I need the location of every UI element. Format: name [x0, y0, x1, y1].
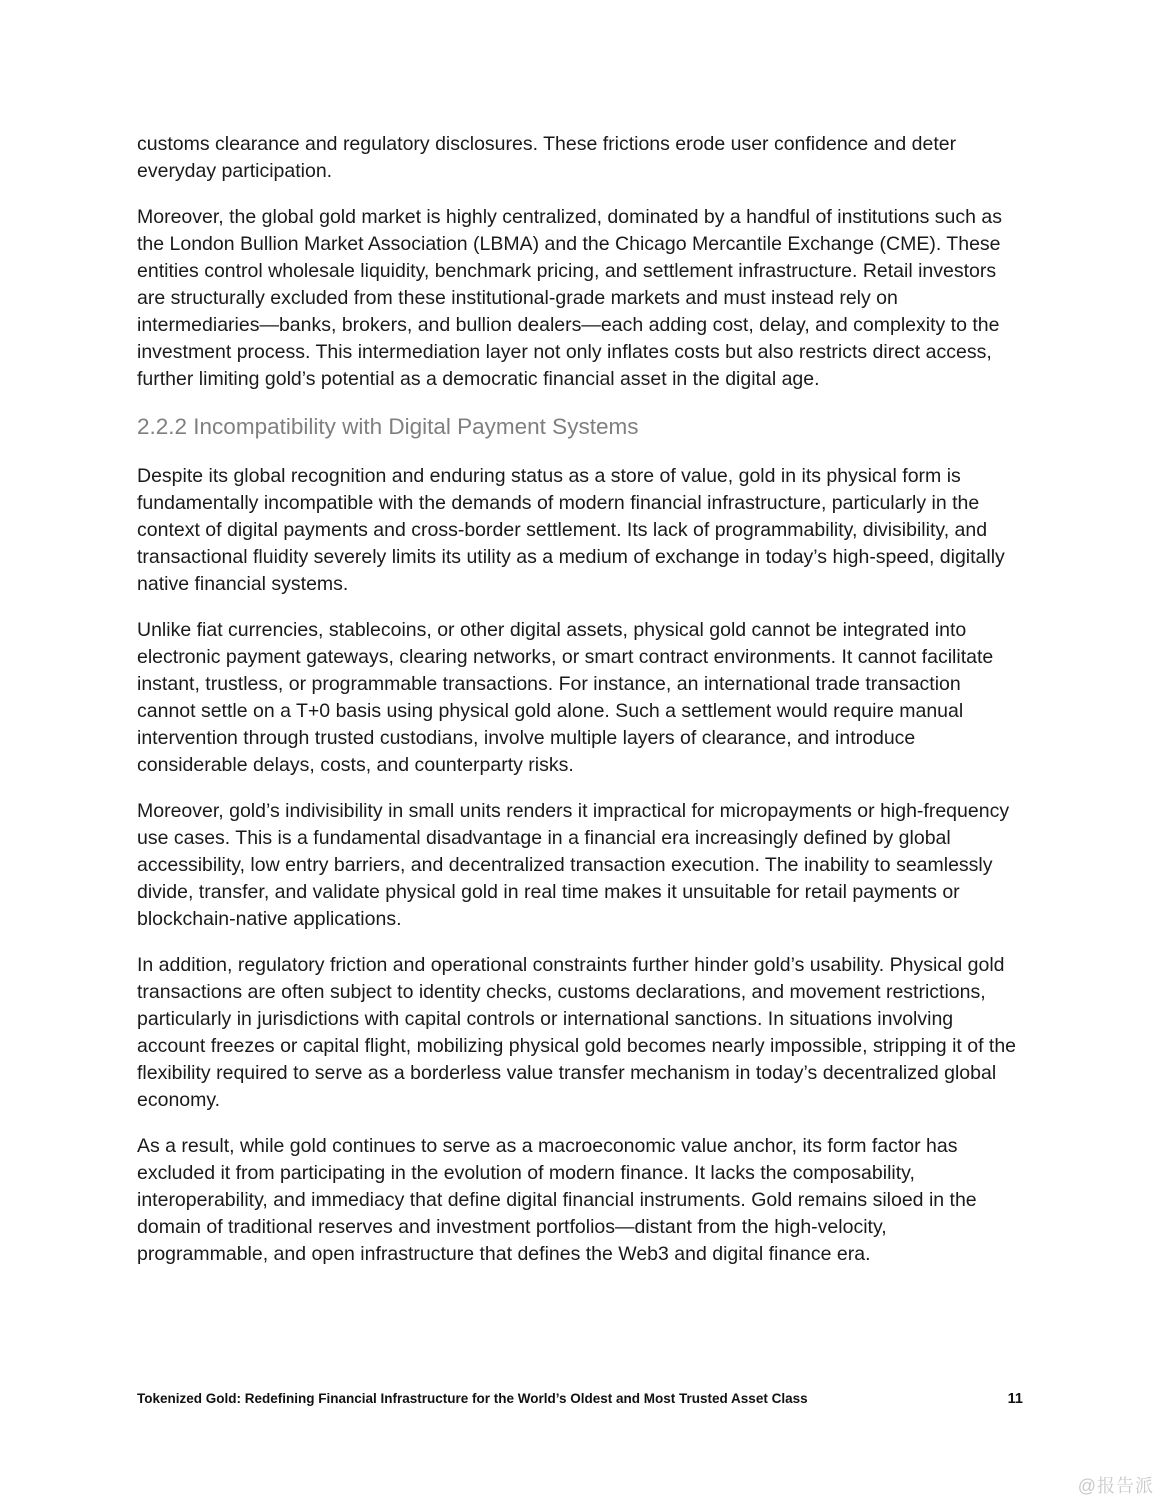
page-content: [137, 131, 1023, 1287]
footer-title: Tokenized Gold: Redefining Financial Infrastructure for the World’s Oldest and Most Trusted Asset Class: [137, 1391, 808, 1406]
body-paragraph: Moreover, gold’s indivisibility in small units renders it impractical for micropayments or high-frequency use cases. This is a fundamental disadvantage in a financial era increasingly defined by global accessibility, low entry barriers, and decentralized transaction execution. The inability to seamlessly divide, transfer, and validate physical gold in real time makes it unsuitable for retail payments or blockchain-native applications.: [137, 800, 1010, 930]
body-paragraph: In addition, regulatory friction and operational constraints further hinder gold’s usability. Physical gold transactions are often subject to identity checks, customs declarations, and movement restrictions, particularly in jurisdictions with capital controls or international sanctions. In situations involving account freezes or capital flight, mobilizing physical gold becomes nearly impossible, stripping it of the flexibility required to serve as a borderless value transfer mechanism in today’s decentralized global economy.: [137, 954, 1017, 1111]
body-paragraph: customs clearance and regulatory disclosures. These frictions erode user confidence and deter everyday participation.: [137, 133, 957, 182]
body-paragraph: Unlike fiat currencies, stablecoins, or other digital assets, physical gold cannot be integrated into electronic payment gateways, clearing networks, or smart contract environments. It cannot facilitate instant, trustless, or programmable transactions. For instance, an international trade transaction cannot settle on a T+0 basis using physical gold alone. Such a settlement would require manual intervention through trusted custodians, involve multiple layers of clearance, and introduce considerable delays, costs, and counterparty risks.: [137, 619, 994, 776]
page-footer: [137, 1390, 1023, 1408]
body-paragraph: Moreover, the global gold market is highly centralized, dominated by a handful of institutions such as the London Bullion Market Association (LBMA) and the Chicago Mercantile Exchange (CME). These entities control wholesale liquidity, benchmark pricing, and settlement infrastructure. Retail investors are structurally excluded from these institutional-grade markets and must instead rely on intermediaries—banks, brokers, and bullion dealers—each adding cost, delay, and complexity to the investment process. This intermediation layer not only inflates costs but also restricts direct access, further limiting gold’s potential as a democratic financial asset in the digital age.: [137, 206, 1002, 390]
watermark: @报告派: [1077, 1476, 1154, 1496]
body-paragraph: Despite its global recognition and enduring status as a store of value, gold in its physical form is fundamentally incompatible with the demands of modern financial infrastructure, particularly in the context of digital payments and cross-border settlement. Its lack of programmability, divisibility, and transactional fluidity severely limits its utility as a medium of exchange in today’s high-speed, digitally native financial systems.: [137, 465, 1005, 595]
section-heading: 2.2.2 Incompatibility with Digital Payment Systems: [137, 414, 639, 439]
page-number: 11: [1007, 1391, 1023, 1407]
body-paragraph: As a result, while gold continues to serve as a macroeconomic value anchor, its form factor has excluded it from participating in the evolution of modern finance. It lacks the composability, interoperability, and immediacy that define digital financial instruments. Gold remains siloed in the domain of traditional reserves and investment portfolios—distant from the high-velocity, programmable, and open infrastructure that defines the Web3 and digital finance era.: [137, 1135, 977, 1265]
